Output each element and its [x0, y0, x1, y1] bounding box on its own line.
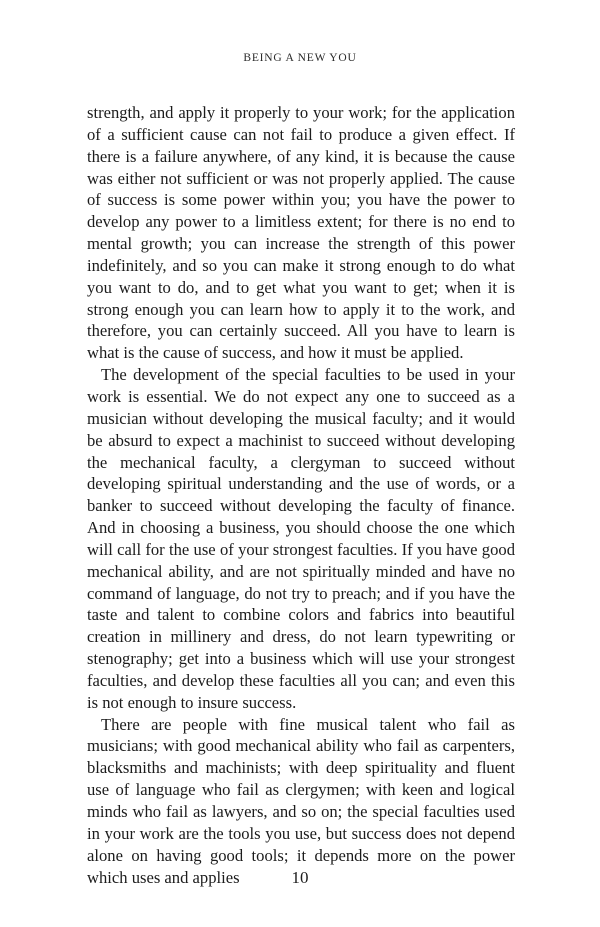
running-head: BEING A NEW YOU: [243, 52, 357, 64]
paragraph: The development of the special faculties to be used in your work is essential. We do not expect any one to succeed as a musician without developing the musical faculty; and it would be absurd to expect a machinist to succeed without developing the mechanical faculty, a clergyman to succeed without developing spiritual understanding and the use of words, or a banker to succeed without developing the faculty of finance. And in choosing a business, you should choose the one which will call for the use of your strongest faculties. If you have good mechanical ability, and are not spiritually minded and have no command of language, do not try to preach; and if you have the taste and talent to combine colors and fabrics into beautiful creation in millinery and dress, do not learn typewriting or stenography; get into a business which will use your strongest faculties, and develop these faculties all you can; and even this is not enough to insure success.: [87, 365, 515, 712]
paragraph-continued: strength, and apply it properly to your work; for the application of a sufficient cause can not fail to produce a given effect. If there is a failure anywhere, of any kind, it is because the cause was either not sufficient or was not properly applied. The cause of success is some power within you; you have the power to develop any power to a limitless extent; for there is no end to mental growth; you can increase the strength of this power indefinitely, and so you can make it strong enough to do what you want to do, and to get what you want to get; when it is strong enough you can learn how to apply it to the work, and therefore, you can certainly succeed. All you have to learn is what is the cause of success, and how it must be applied.: [87, 103, 515, 363]
body-text: [87, 102, 515, 888]
page-number: 10: [291, 868, 309, 887]
paragraph: There are people with fine musical talent who fail as musicians; with good mechanical ability who fail as carpenters, blacksmiths and machinists; with deep spirituality and fluent use of language who fail as clergymen; with keen and logical minds who fail as lawyers, and so on; the special faculties used in your work are the tools you use, but success does not depend alone on having good tools; it depends more on the power which uses and applies: [87, 714, 515, 887]
